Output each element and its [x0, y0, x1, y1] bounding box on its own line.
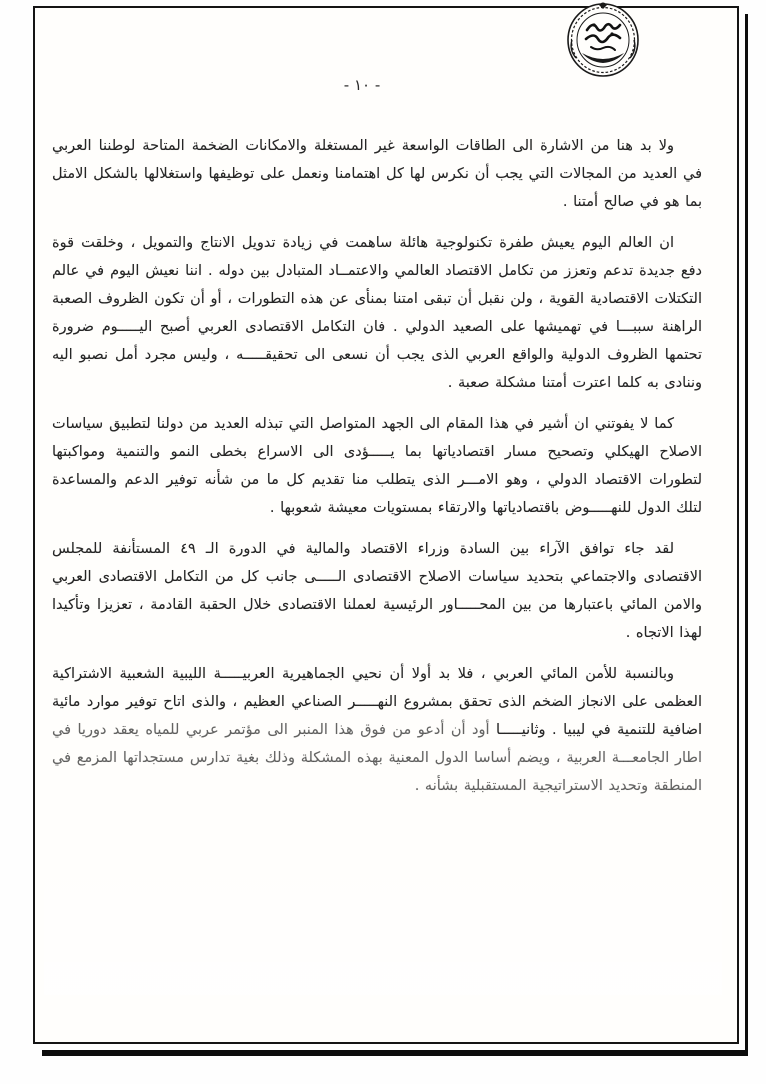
paragraph-2: ان العالم اليوم يعيش طفرة تكنولوجية هائلة ساهمت في زيادة تدويل الانتاج والتمويل ، وخلقت قوة دفع جديدة تدعم وتعزز من تكامل الاقتصاد العالمي والاعتمــاد المتبادل بين دوله . اننا نعيش اليوم في عالم التكتلات الاقتصادية القوية ، ولن نقبل أن تبقى امتنا بمنأى عن هذه التطورات ، أو أن تكون الظروف الصعبة الراهنة سببـــا في تهميشها على الصعيد الدولي . فان التكامل الاقتصادى العربي أصبح اليـــــوم ضرورة تحتمها الظروف الدولية والواقع العربي الذى يجب أن نسعى الى تحقيقـــــه ، وليس مجرد أمل نصبو اليه وننادى به كلما اعترت أمتنا مشكلة صعبة .: [52, 235, 702, 391]
paragraph-4: لقد جاء توافق الآراء بين السادة وزراء الاقتصاد والمالية في الدورة الـ ٤٩ المستأنفة للمجلس الاقتصادى والاجتماعي بتحديد سياسات الاصلاح الاقتصادى الـــــى جانب كل من التكامل الاقتصادى العربي والامن المائي باعتبارها من بين المحـــــاور الرئيسية لعملنا الاقتصادى خلال الحقبة القادمة ، تعزيزا وتأكيدا لهذا الاتجاه .: [52, 541, 702, 641]
paragraph-5: [52, 660, 702, 800]
paragraph-5-text: وبالنسبة للأمن المائي العربي ، فلا بد أولا أن نحيي الجماهيرية العربيـــــة الليبية الشعبية الاشتراكية العظمى على الانجاز الضخم الذى تحقق بمشروع النهـــــر الصناعي العظيم ، والذى اتاح توفير موارد مائية اضافية للتنمية في ليبيا . وثانيـــــا: [52, 666, 702, 738]
page-number: - ١٠ -: [343, 76, 381, 94]
paragraph-5-faded-text: أود أن أدعو من فوق هذا المنبر الى مؤتمر عربي للمياه يعقد دوريا في اطار الجامعـــة العربية ، ويضم أساسا الدول المعنية بهذه المشكلة وذلك بغية تدارس مستجداتها المزمع في المنطقة وتحديد الاستراتيجية المستقبلية بشأنه .: [52, 722, 702, 794]
paragraph-1: ولا بد هنا من الاشارة الى الطاقات الواسعة غير المستغلة والامكانات الضخمة المتاحة لوطننا العربي في العديد من المجالات التي يجب أن نكرس لها كل اهتمامنا ونعمل على توظيفها واستغلالها بالشكل الامثل بما هو في صالح أمتنا .: [52, 138, 702, 210]
paragraph-3: كما لا يفوتني ان أشير في هذا المقام الى الجهد المتواصل التي تبذله العديد من دولنا لتطبيق سياسات الاصلاح الهيكلي وتصحيح مسار اقتصادياتها بما يـــــؤدى الى الاسراع بخطى النمو والتنمية ومواكبتها لتطورات الاقتصاد الدولي ، وهو الامـــر الذى يتطلب منا تقديم كل ما من شأنه توفير الدعم والمساعدة لتلك الدول للنهـــــوض باقتصادياتها والارتقاء بمستويات معيشة شعوبها .: [52, 416, 702, 516]
document-body: [52, 132, 702, 813]
arab-league-emblem-icon: [556, 1, 650, 79]
